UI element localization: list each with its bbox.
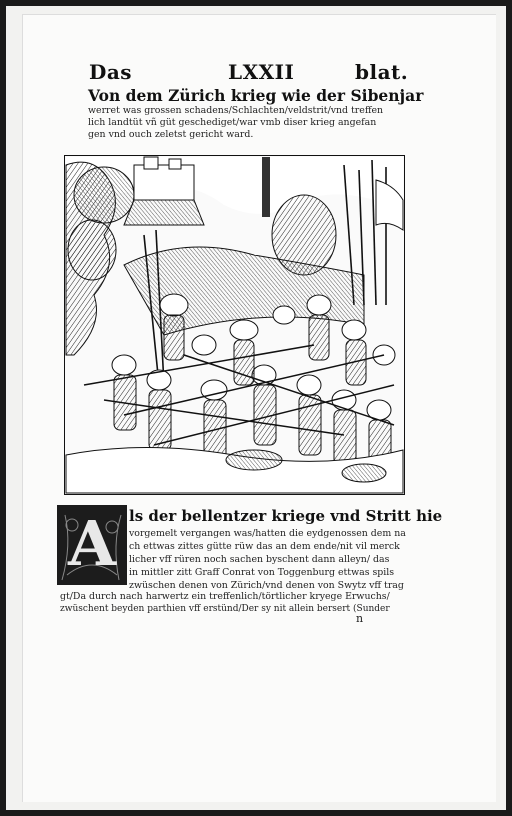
initial-letter: A bbox=[67, 507, 117, 580]
signature-mark: n bbox=[356, 612, 364, 625]
body-line: in mittler zitt Graff Conrat von Toggenburg ettwas spils bbox=[129, 567, 395, 578]
body-opening-line: ls der bellentzer kriege vnd Stritt hie bbox=[129, 507, 443, 525]
header-left: Das bbox=[89, 60, 133, 84]
folio-number: LXXII bbox=[228, 60, 295, 84]
body-line: zwüschent beyden parthien vff erstünd/Der sy nit allein bersert (Sunder bbox=[60, 604, 390, 614]
subtitle-line: gen vnd ouch zeletst gericht ward. bbox=[88, 129, 254, 140]
body-line: zwüschen denen von Zürich/vnd denen von Swytz vff trag bbox=[129, 580, 404, 591]
header-right: blat. bbox=[355, 60, 409, 84]
body-line: gt/Da durch nach harwertz ein treffenlich/törtlicher kryege Erwuchs/ bbox=[60, 591, 390, 602]
body-line: licher vff rüren noch sachen byschent dann alleyn/ das bbox=[129, 554, 390, 565]
body-line: vorgemelt vergangen was/hatten die eydgenossen dem na bbox=[129, 528, 406, 539]
woodcut-illustration bbox=[64, 155, 405, 495]
subtitle-line: werret was grossen schadens/Schlachten/veldstrit/vnd treffen bbox=[88, 105, 384, 116]
subtitle-line: lich landtüt vñ güt geschediget/war vmb diser krieg angefan bbox=[88, 117, 377, 128]
body-line: ch ettwas zittes gütte rüw das an dem ende/nit vil merck bbox=[129, 541, 400, 552]
decorated-initial bbox=[57, 505, 127, 585]
chapter-title: Von dem Zürich krieg wie der Sibenjar bbox=[88, 86, 424, 105]
